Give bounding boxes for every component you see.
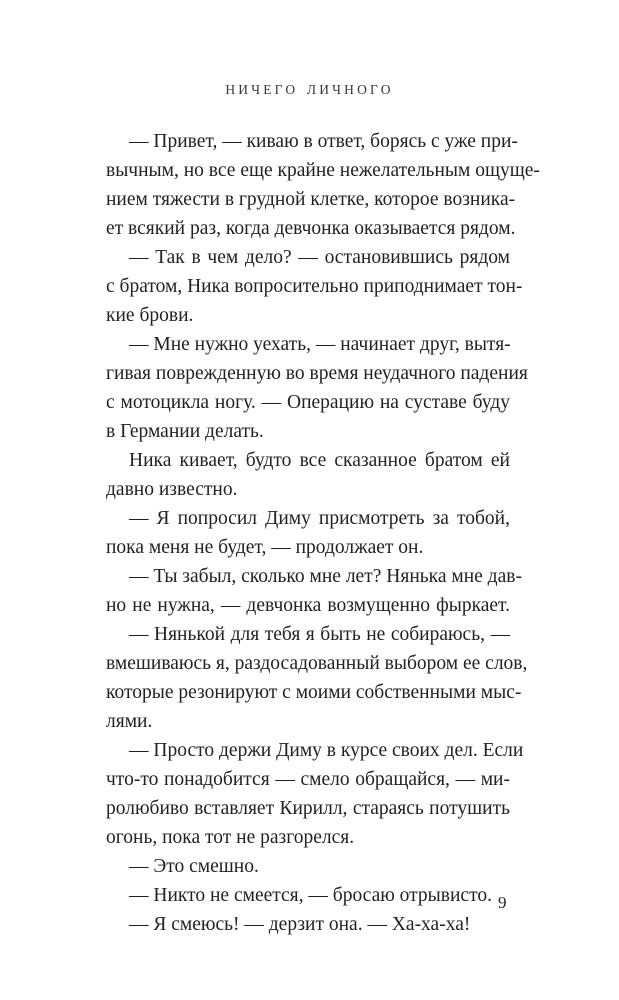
text-line: с братом, Ника вопросительно приподнимает тон-	[106, 276, 523, 297]
text-line: пока меня не будет, — продолжает он.	[106, 537, 424, 558]
text-line: ет всякий раз, когда девчонка оказывается рядом.	[106, 218, 516, 239]
text-line: давно известно.	[106, 479, 238, 500]
text-line: лями.	[106, 711, 153, 732]
text-line: вмешиваюсь я, раздосадованный выбором ее слов,	[106, 653, 528, 674]
text-line: — Никто не смеется, — бросаю отрывисто.	[129, 885, 492, 906]
text-line: — Ты забыл, сколько мне лет? Нянька мне дав-	[129, 566, 522, 587]
text-line: — Нянькой для тебя я быть не собираюсь, —	[129, 624, 510, 645]
body-text	[106, 127, 540, 939]
text-line: — Так в чем дело? — остановившись рядом	[129, 247, 510, 268]
text-line: — Это смешно.	[129, 856, 259, 877]
text-line: вычным, но все еще крайне нежелательным ощуще-	[106, 160, 540, 181]
text-line: — Я смеюсь! — дерзит она. — Ха-ха-ха!	[129, 914, 471, 935]
text-line: с мотоцикла ногу. — Операцию на суставе буду	[106, 392, 510, 413]
text-line: нием тяжести в грудной клетке, которое возника-	[106, 189, 516, 210]
text-line: — Просто держи Диму в курсе своих дел. Если	[129, 740, 524, 761]
text-line: Ника кивает, будто все сказанное братом ей	[129, 450, 510, 471]
running-head: НИЧЕГО ЛИЧНОГО	[225, 82, 394, 97]
text-line: в Германии делать.	[106, 421, 264, 442]
text-line: которые резонируют с моими собственными мыс-	[106, 682, 522, 703]
text-line: — Мне нужно уехать, — начинает друг, вытя-	[129, 334, 511, 355]
text-line: — Привет, — киваю в ответ, борясь с уже при-	[129, 131, 518, 152]
text-line: но не нужна, — девчонка возмущенно фыркает.	[106, 595, 510, 616]
page-number: 9	[498, 893, 507, 912]
text-line: огонь, пока тот не разгорелся.	[106, 827, 355, 848]
text-line: гивая поврежденную во время неудачного падения	[106, 363, 528, 384]
text-line: ролюбиво вставляет Кирилл, стараясь потушить	[106, 798, 510, 819]
text-line: — Я попросил Диму присмотреть за тобой,	[129, 508, 510, 529]
text-line: кие брови.	[106, 305, 194, 326]
text-line: что-то понадобится — смело обращайся, — ми-	[106, 769, 510, 790]
